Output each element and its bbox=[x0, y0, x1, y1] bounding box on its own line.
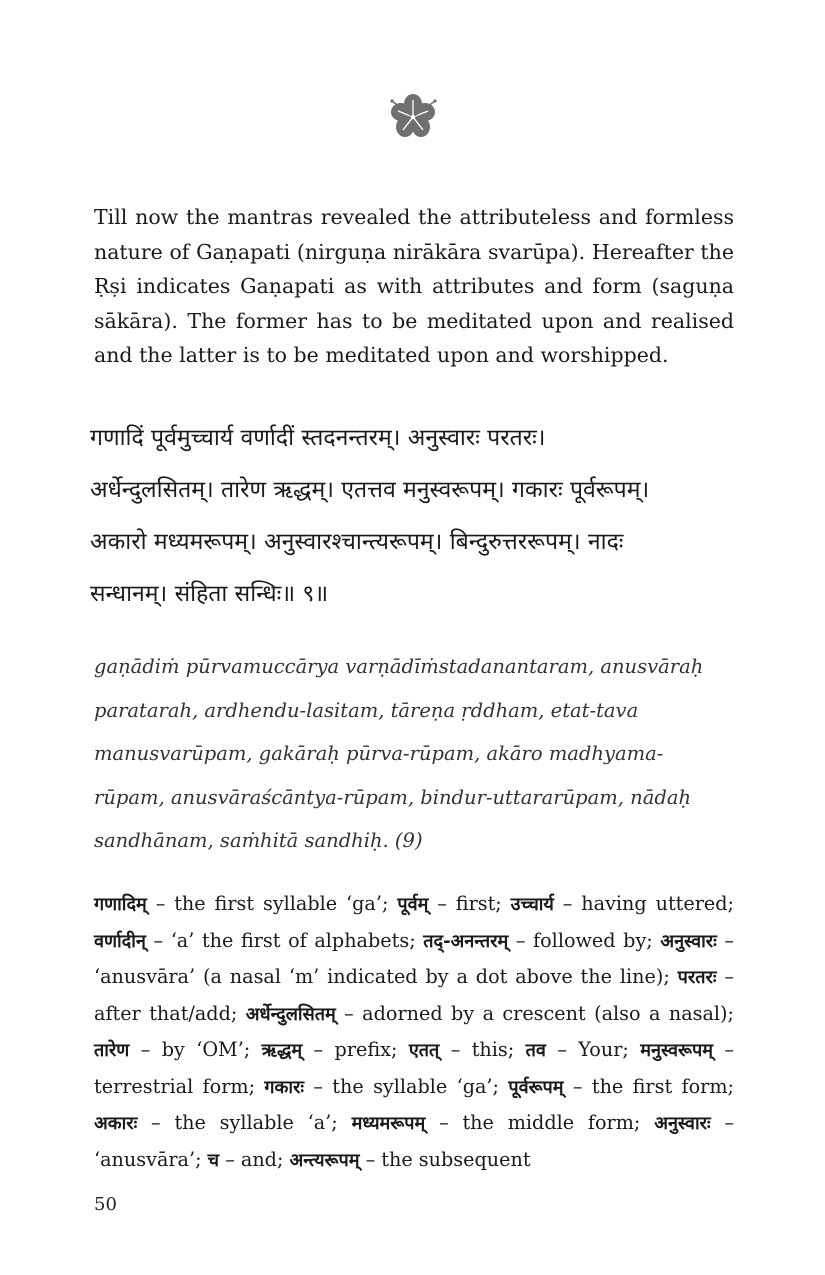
glossary-term: तारेण bbox=[94, 1040, 130, 1061]
glossary-meaning: – first; bbox=[428, 892, 511, 915]
hibiscus-flower-icon bbox=[385, 92, 441, 140]
sanskrit-line: अकारो मध्यमरूपम्। अनुस्वारश्चान्त्यरूपम्। बिन्दुरुत्तररूपम्। नादः bbox=[90, 529, 624, 555]
glossary-meaning: – the syllable ‘a’; bbox=[137, 1111, 352, 1134]
glossary-meaning: – adorned by a crescent (also a nasal); bbox=[335, 1001, 735, 1025]
glossary-meaning: – the subsequent bbox=[359, 1147, 531, 1171]
sanskrit-line: गणादिं पूर्वमुच्चार्य वर्णादीं स्तदनन्तरम्। अनुस्वारः परतरः। bbox=[90, 425, 546, 451]
glossary-term: च bbox=[207, 1149, 220, 1171]
glossary-term: परतरः bbox=[677, 967, 717, 988]
glossary-term: अकारः bbox=[94, 1113, 138, 1134]
glossary-meaning: – after that/add; bbox=[94, 965, 734, 1025]
page-number: 50 bbox=[94, 1194, 117, 1215]
glossary-term: अनुस्वारः bbox=[654, 1113, 711, 1134]
transliteration-line: gaṇādiṁ pūrvamuccārya varṇādīṁstadanantaram, anusvāraḥ bbox=[94, 655, 704, 678]
glossary-meaning: – followed by; bbox=[508, 928, 661, 952]
word-meaning-glossary bbox=[94, 886, 734, 1178]
glossary-meaning: – prefix; bbox=[302, 1038, 409, 1061]
transliteration-line: sandhānam, saṁhitā sandhiḥ. (9) bbox=[94, 829, 423, 852]
glossary-meaning: – the first syllable ‘ga’; bbox=[146, 892, 398, 915]
glossary-term: एतत् bbox=[408, 1040, 440, 1061]
glossary-term: वर्णादीन् bbox=[94, 930, 146, 952]
glossary-meaning: – and; bbox=[219, 1147, 290, 1171]
intro-paragraph: Till now the mantras revealed the attributeless and formless nature of Gaṇapati (nirguṇa nirākāra svarūpa). Hereafter the Ṛṣi indicates Gaṇapati as with attributes and form (saguṇa sākāra). The former has to be meditated upon and realised and the latter is to be meditated upon and worshipped. bbox=[94, 205, 734, 367]
glossary-term: मध्यमरूपम् bbox=[351, 1113, 426, 1134]
glossary-term: अन्त्यरूपम् bbox=[289, 1149, 360, 1171]
glossary-meaning: – ‘anusvāra’; bbox=[94, 1111, 735, 1171]
glossary-meaning: – terrestrial form; bbox=[94, 1038, 734, 1098]
glossary-term: तद्-अनन्तरम् bbox=[423, 930, 509, 952]
glossary-meaning: – having uttered; bbox=[553, 892, 734, 915]
glossary-meaning: – by ‘OM’; bbox=[129, 1038, 262, 1061]
glossary-meaning: – the syllable ‘ga’; bbox=[304, 1074, 509, 1098]
sanskrit-verse bbox=[90, 412, 740, 620]
glossary-term: गकारः bbox=[264, 1076, 305, 1098]
glossary-term: मनुस्वरूपम् bbox=[640, 1040, 713, 1061]
glossary-term: पूर्वम् bbox=[397, 894, 429, 915]
sanskrit-line: सन्धानम्। संहिता सन्धिः॥ ९॥ bbox=[90, 581, 329, 607]
glossary-term: पूर्वरूपम् bbox=[508, 1076, 564, 1098]
transliteration-line: manusvarūpam, gakāraḥ pūrva-rūpam, akāro madhyama- bbox=[94, 742, 664, 765]
glossary-meaning: – ‘a’ the first of alphabets; bbox=[145, 928, 424, 952]
glossary-meaning: – the middle form; bbox=[425, 1111, 655, 1134]
sanskrit-line: अर्धेन्दुलसितम्। तारेण ऋद्धम्। एतत्तव मनुस्वरूपम्। गकारः पूर्वरूपम्। bbox=[90, 477, 650, 503]
glossary-term: तव bbox=[525, 1040, 546, 1061]
glossary-term: गणादिम् bbox=[94, 894, 147, 915]
transliteration bbox=[94, 645, 734, 863]
glossary-term: अनुस्वारः bbox=[660, 930, 717, 952]
glossary-meaning: – Your; bbox=[545, 1038, 641, 1061]
glossary-meaning: – the first form; bbox=[563, 1074, 734, 1098]
transliteration-line: paratarah, ardhendu-lasitam, tāreṇa ṛddham, etat-tava bbox=[94, 698, 639, 722]
glossary-term: ऋद्धम् bbox=[261, 1040, 303, 1061]
glossary-term: उच्चार्य bbox=[510, 894, 554, 915]
glossary-term: अर्धेन्दुलसितम् bbox=[245, 1003, 336, 1025]
glossary-meaning: – ‘anusvāra’ (a nasal ‘m’ indicated by a dot above the line); bbox=[94, 928, 734, 988]
transliteration-line: rūpam, anusvāraścāntya-rūpam, bindur-uttararūpam, nādaḥ bbox=[94, 785, 692, 809]
glossary-meaning: – this; bbox=[439, 1038, 526, 1061]
